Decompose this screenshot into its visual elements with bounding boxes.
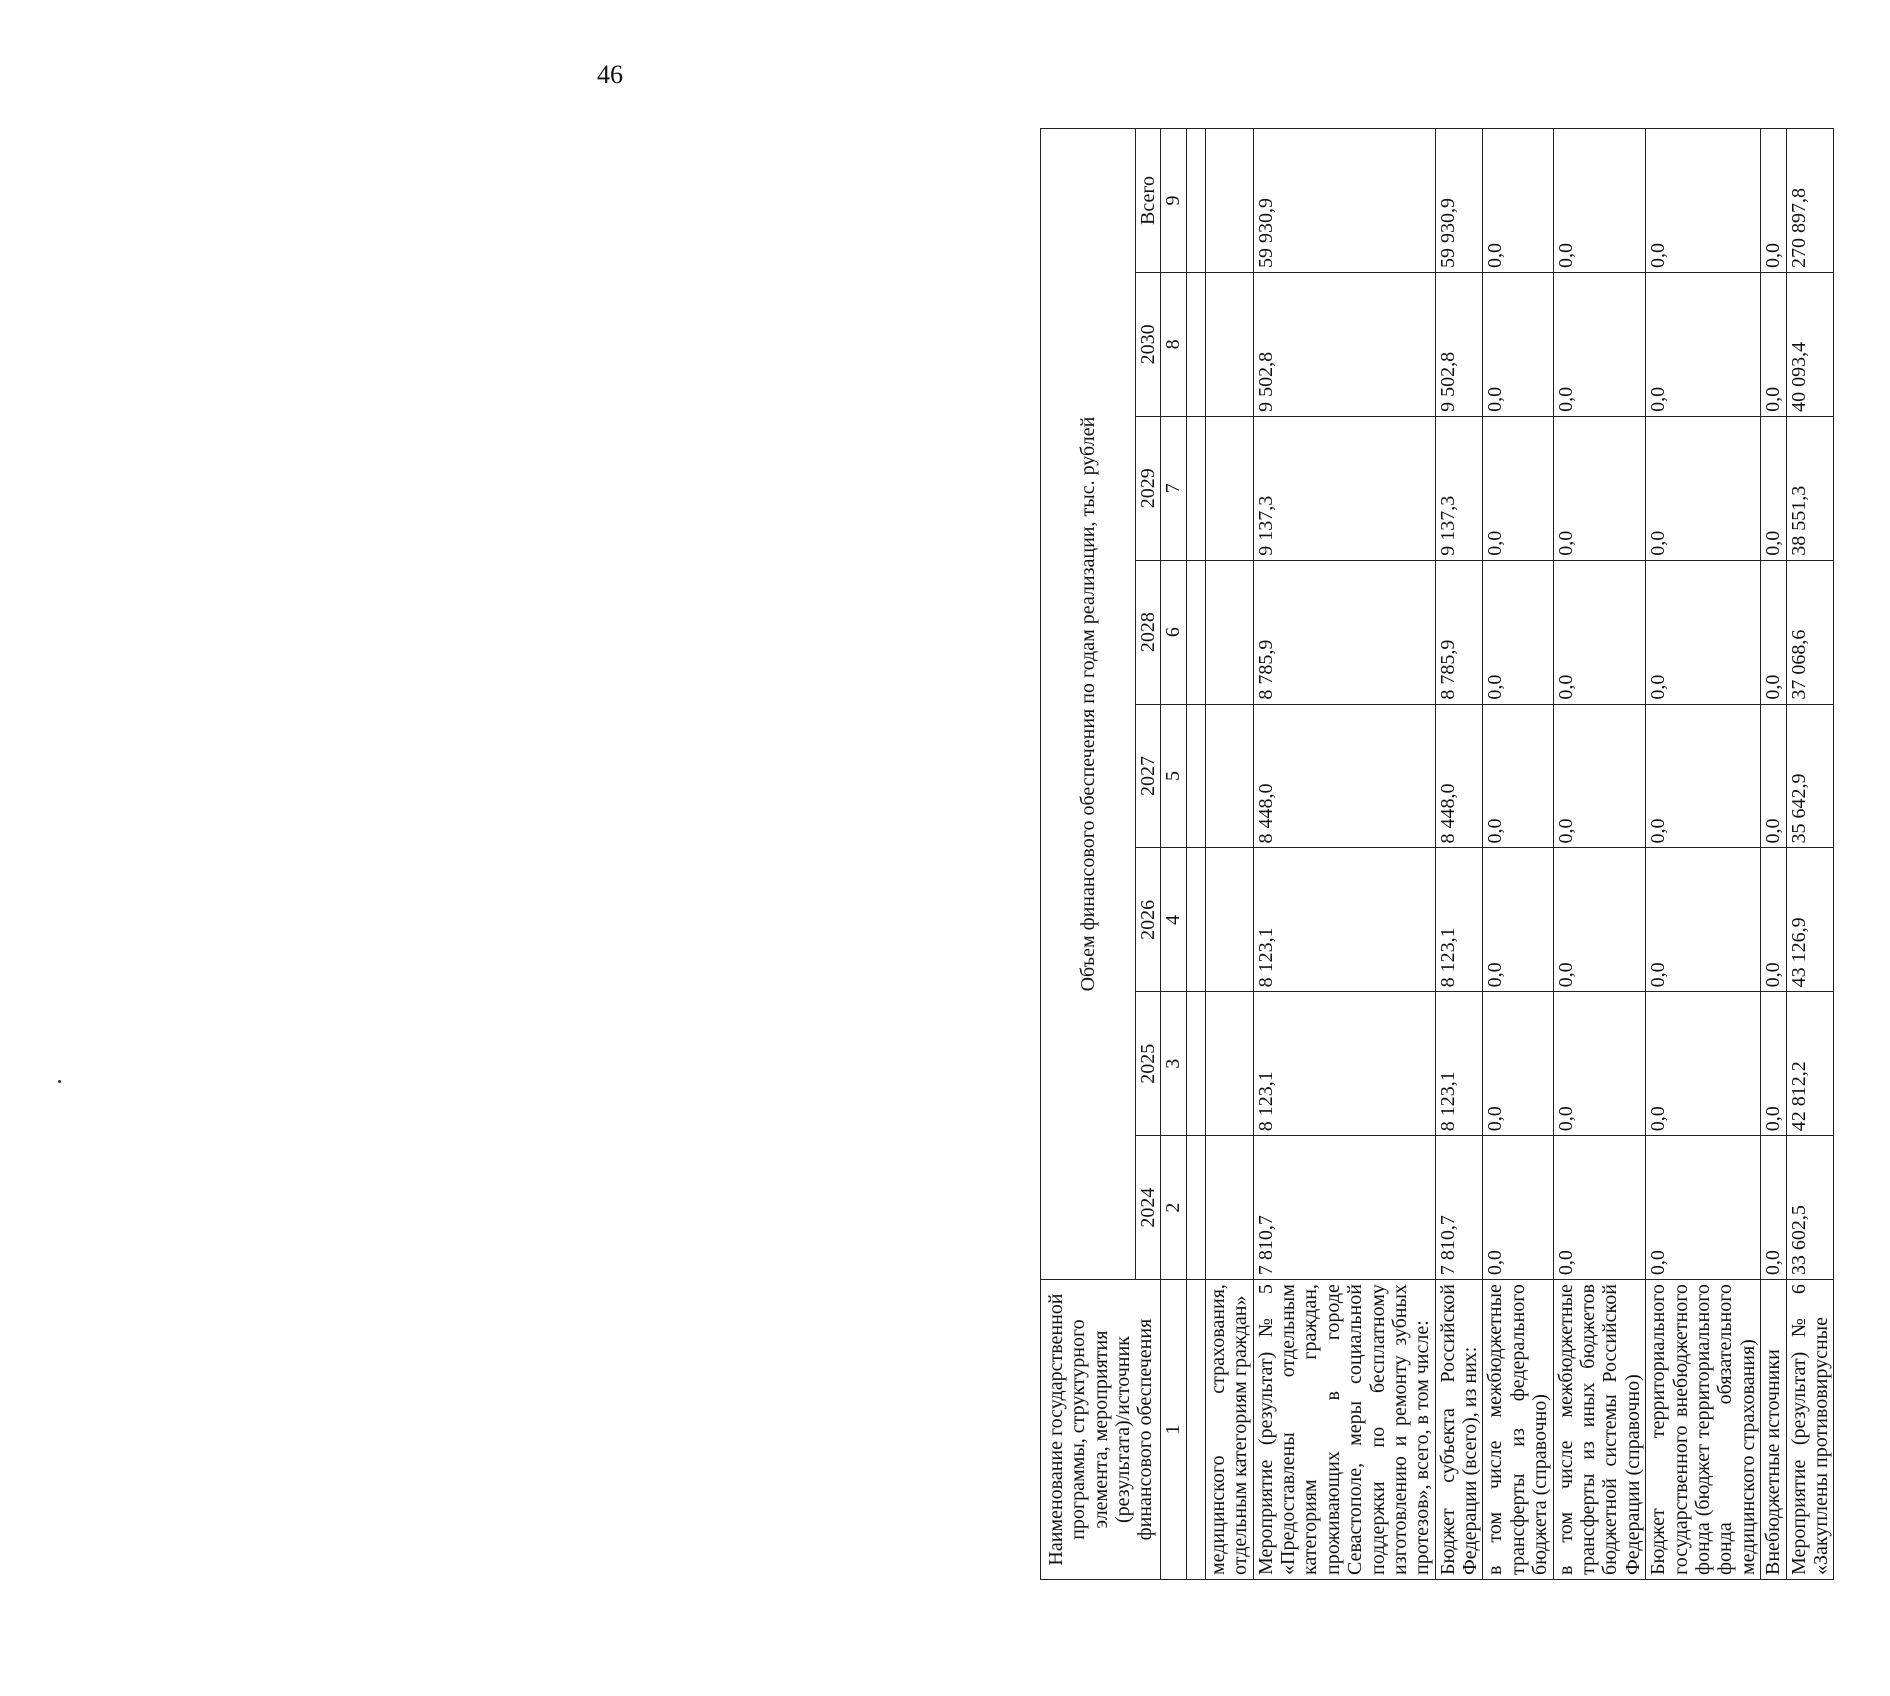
blank-cell <box>1186 848 1205 992</box>
row-value-2030: 0,0 <box>1553 272 1646 416</box>
table-row <box>1205 129 1253 1580</box>
blank-cell <box>1186 560 1205 704</box>
row-value-2028: 0,0 <box>1553 560 1646 704</box>
header-row-span <box>1041 129 1136 1580</box>
row-value-2027 <box>1205 704 1253 848</box>
row-value-2025: 0,0 <box>1646 992 1761 1136</box>
header-col-index-4: 5 <box>1161 704 1186 848</box>
header-col-index-6: 7 <box>1161 416 1186 560</box>
blank-separator-row <box>1186 129 1205 1580</box>
row-value-2029: 0,0 <box>1646 416 1761 560</box>
table-row <box>1553 129 1646 1580</box>
row-value-2028: 37 068,6 <box>1786 560 1834 704</box>
row-value-2026: 0,0 <box>1646 848 1761 992</box>
row-value-2026: 43 126,9 <box>1786 848 1834 992</box>
row-value-2028: 8 785,9 <box>1435 560 1483 704</box>
header-name-column: Наименование государственной программы, структурного элемента, мероприятия (результата)/источник финансового обеспечения <box>1041 1280 1161 1580</box>
row-value-2028 <box>1205 560 1253 704</box>
header-year-7: Всего <box>1136 129 1161 273</box>
row-value-2028: 0,0 <box>1646 560 1761 704</box>
row-value-Всего: 59 930,9 <box>1435 129 1483 273</box>
row-value-2029: 9 137,3 <box>1435 416 1483 560</box>
row-value-2024: 0,0 <box>1483 1136 1553 1280</box>
row-value-2026: 8 123,1 <box>1435 848 1483 992</box>
blank-cell <box>1186 416 1205 560</box>
header-col-index-5: 6 <box>1161 560 1186 704</box>
row-value-2025: 8 123,1 <box>1253 992 1435 1136</box>
row-value-2030: 40 093,4 <box>1786 272 1834 416</box>
row-value-2030: 9 502,8 <box>1253 272 1435 416</box>
blank-cell <box>1186 704 1205 848</box>
row-value-2030: 0,0 <box>1483 272 1553 416</box>
row-label: Мероприятие (результат) № 6 «Закуплены противовирусные <box>1786 1280 1834 1580</box>
row-value-2028: 0,0 <box>1483 560 1553 704</box>
table-row <box>1761 129 1786 1580</box>
header-year-2: 2026 <box>1136 848 1161 992</box>
row-value-2030: 0,0 <box>1646 272 1761 416</box>
header-volume-span: Объем финансового обеспечения по годам реализации, тыс. рублей <box>1041 129 1136 1280</box>
header-col-index-3: 4 <box>1161 848 1186 992</box>
row-value-2025: 42 812,2 <box>1786 992 1834 1136</box>
row-value-2024: 0,0 <box>1761 1136 1786 1280</box>
row-value-2027: 0,0 <box>1483 704 1553 848</box>
row-value-2027: 0,0 <box>1646 704 1761 848</box>
row-value-Всего <box>1205 129 1253 273</box>
financing-table <box>1040 128 1834 1580</box>
row-value-2028: 8 785,9 <box>1253 560 1435 704</box>
blank-cell <box>1186 272 1205 416</box>
row-label: медицинского страхования, отдельным категориям граждан» <box>1205 1280 1253 1580</box>
row-value-2024: 0,0 <box>1553 1136 1646 1280</box>
financing-table-rotated <box>1040 128 1890 1580</box>
row-value-2026: 0,0 <box>1553 848 1646 992</box>
table-row <box>1786 129 1834 1580</box>
row-value-Всего: 59 930,9 <box>1253 129 1435 273</box>
header-year-6: 2030 <box>1136 272 1161 416</box>
row-label: Мероприятие (результат) № 5 «Предоставлены отдельным категориям граждан, проживающих в городе Севастополе, меры социальной поддержки по бесплатному изготовлению и ремонту зубных протезов», всего, в том числе: <box>1253 1280 1435 1580</box>
row-value-2025: 0,0 <box>1761 992 1786 1136</box>
header-col-index-7: 8 <box>1161 272 1186 416</box>
page-number: 46 <box>597 60 623 89</box>
row-label: Бюджет субъекта Российской Федерации (всего), из них: <box>1435 1280 1483 1580</box>
row-value-2027: 0,0 <box>1553 704 1646 848</box>
header-year-4: 2028 <box>1136 560 1161 704</box>
row-value-Всего: 0,0 <box>1646 129 1761 273</box>
table-row <box>1646 129 1761 1580</box>
blank-cell <box>1186 1136 1205 1280</box>
row-value-2024: 0,0 <box>1646 1136 1761 1280</box>
row-value-2026: 0,0 <box>1761 848 1786 992</box>
row-value-2027: 8 448,0 <box>1435 704 1483 848</box>
row-value-2028: 0,0 <box>1761 560 1786 704</box>
row-value-2024: 33 602,5 <box>1786 1136 1834 1280</box>
row-label: Бюджет территориального государственного внебюджетного фонда (бюджет территориального фонда обязательного медицинского страхования) <box>1646 1280 1761 1580</box>
header-col-index-8: 9 <box>1161 129 1186 273</box>
blank-cell <box>1186 992 1205 1136</box>
row-value-2029: 38 551,3 <box>1786 416 1834 560</box>
row-value-2030: 0,0 <box>1761 272 1786 416</box>
row-value-2027: 8 448,0 <box>1253 704 1435 848</box>
row-value-2030: 9 502,8 <box>1435 272 1483 416</box>
row-value-Всего: 0,0 <box>1761 129 1786 273</box>
blank-cell <box>1186 129 1205 273</box>
row-value-2029: 9 137,3 <box>1253 416 1435 560</box>
header-col-index-0: 1 <box>1161 1280 1186 1580</box>
row-value-2030 <box>1205 272 1253 416</box>
blank-cell <box>1186 1280 1205 1580</box>
row-value-2029: 0,0 <box>1483 416 1553 560</box>
row-value-2026 <box>1205 848 1253 992</box>
row-value-2025: 0,0 <box>1483 992 1553 1136</box>
row-value-2026: 0,0 <box>1483 848 1553 992</box>
scan-speck <box>58 1080 61 1083</box>
row-value-2025: 8 123,1 <box>1435 992 1483 1136</box>
row-value-2025 <box>1205 992 1253 1136</box>
row-value-2025: 0,0 <box>1553 992 1646 1136</box>
row-value-2024: 7 810,7 <box>1435 1136 1483 1280</box>
row-value-2029: 0,0 <box>1761 416 1786 560</box>
header-year-0: 2024 <box>1136 1136 1161 1280</box>
row-value-2027: 0,0 <box>1761 704 1786 848</box>
row-value-2024 <box>1205 1136 1253 1280</box>
row-label: в том числе межбюджетные трансферты из иных бюджетов бюджетной системы Российской Федерации (справочно) <box>1553 1280 1646 1580</box>
header-year-3: 2027 <box>1136 704 1161 848</box>
table-row <box>1483 129 1553 1580</box>
row-value-2026: 8 123,1 <box>1253 848 1435 992</box>
row-label: в том числе межбюджетные трансферты из федерального бюджета (справочно) <box>1483 1280 1553 1580</box>
row-value-Всего: 0,0 <box>1553 129 1646 273</box>
table-row <box>1253 129 1435 1580</box>
table-row <box>1435 129 1483 1580</box>
header-year-5: 2029 <box>1136 416 1161 560</box>
table-body <box>1205 129 1834 1580</box>
header-index-row <box>1161 129 1186 1580</box>
row-value-2024: 7 810,7 <box>1253 1136 1435 1280</box>
header-year-1: 2025 <box>1136 992 1161 1136</box>
row-value-2029 <box>1205 416 1253 560</box>
header-col-index-1: 2 <box>1161 1136 1186 1280</box>
header-col-index-2: 3 <box>1161 992 1186 1136</box>
row-value-Всего: 0,0 <box>1483 129 1553 273</box>
row-label: Внебюджетные источники <box>1761 1280 1786 1580</box>
row-value-2027: 35 642,9 <box>1786 704 1834 848</box>
row-value-Всего: 270 897,8 <box>1786 129 1834 273</box>
row-value-2029: 0,0 <box>1553 416 1646 560</box>
